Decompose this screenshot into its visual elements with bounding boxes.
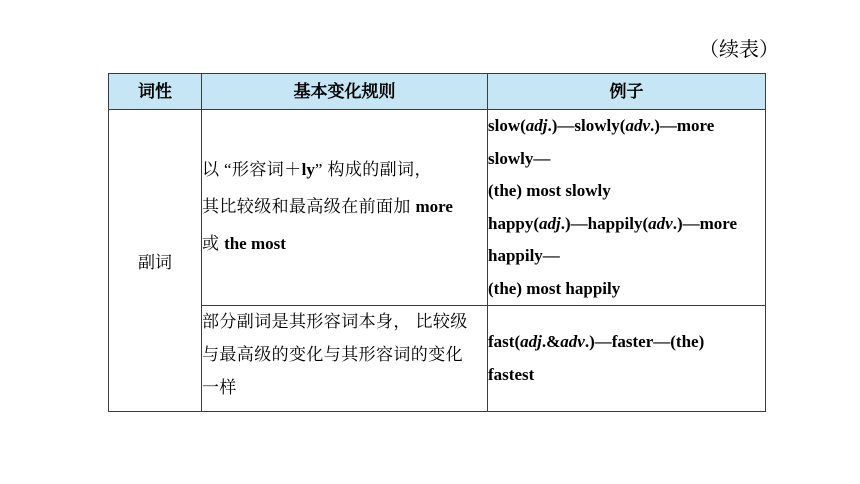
example-abbrev: adj	[525, 116, 548, 135]
example-abbrev: adv	[560, 331, 585, 351]
rule-text: 与最高级的变化与其形容词的变化	[202, 345, 463, 364]
rule-line	[202, 189, 487, 226]
example-text: .)—slowly(	[547, 116, 626, 135]
table-header	[109, 74, 766, 110]
rule-text: ” 构成的副词，	[314, 160, 432, 179]
example-text: .)—happily(	[560, 213, 649, 233]
example-text: slowly—	[488, 148, 551, 168]
header-part-of-speech: 词性	[109, 74, 202, 110]
rule-keyword: ly	[301, 160, 315, 179]
example-text: (the) most slowly	[488, 181, 611, 200]
rule-text: 其比较级和最高级在前面加	[202, 197, 416, 216]
rule-line	[202, 152, 487, 189]
rule-text: 部分副词是其形容词本身， 比较级	[202, 312, 468, 331]
example-text: .&	[541, 331, 561, 351]
example-text: .)—more	[649, 116, 715, 135]
rule-line	[202, 372, 487, 405]
example-line	[488, 143, 765, 176]
header-basic-rule: 基本变化规则	[202, 74, 488, 110]
table-body	[109, 110, 766, 412]
example-line	[488, 326, 765, 359]
example-line	[488, 175, 765, 208]
rule-cell	[202, 110, 488, 306]
rule-text: 或	[202, 234, 225, 253]
example-text: .)—more	[672, 213, 738, 233]
rule-line	[202, 306, 487, 339]
example-text: slow(	[488, 116, 526, 135]
example-line	[488, 110, 765, 143]
example-line	[488, 240, 765, 273]
example-text: fastest	[488, 364, 535, 384]
example-text: happily—	[488, 246, 560, 265]
continued-table-label: （续表）	[699, 39, 779, 61]
example-cell	[488, 306, 766, 412]
header-examples: 例子	[488, 74, 766, 110]
rule-line	[202, 226, 487, 263]
table-row	[109, 306, 766, 412]
rule-cell	[202, 306, 488, 412]
adverb-comparison-table	[108, 73, 766, 412]
rule-text: 一样	[202, 378, 237, 397]
example-cell	[488, 110, 766, 306]
example-line	[488, 273, 765, 306]
rule-line	[202, 339, 487, 372]
rule-text: 以 “形容词＋	[202, 160, 302, 179]
example-line	[488, 359, 765, 392]
example-line	[488, 208, 765, 241]
rule-keyword: more	[415, 197, 453, 216]
example-abbrev: adj	[520, 331, 542, 351]
rule-keyword: the most	[224, 234, 286, 253]
header-row	[109, 74, 766, 110]
example-text: fast(	[488, 331, 521, 351]
example-text: happy(	[488, 213, 540, 233]
example-abbrev: adv	[648, 213, 673, 233]
example-text: (the) most happily	[488, 278, 621, 298]
example-abbrev: adj	[539, 213, 561, 233]
table-row	[109, 110, 766, 306]
example-text: .)—faster—(the)	[584, 331, 705, 351]
category-cell: 副词	[109, 110, 202, 412]
example-abbrev: adv	[625, 116, 650, 135]
